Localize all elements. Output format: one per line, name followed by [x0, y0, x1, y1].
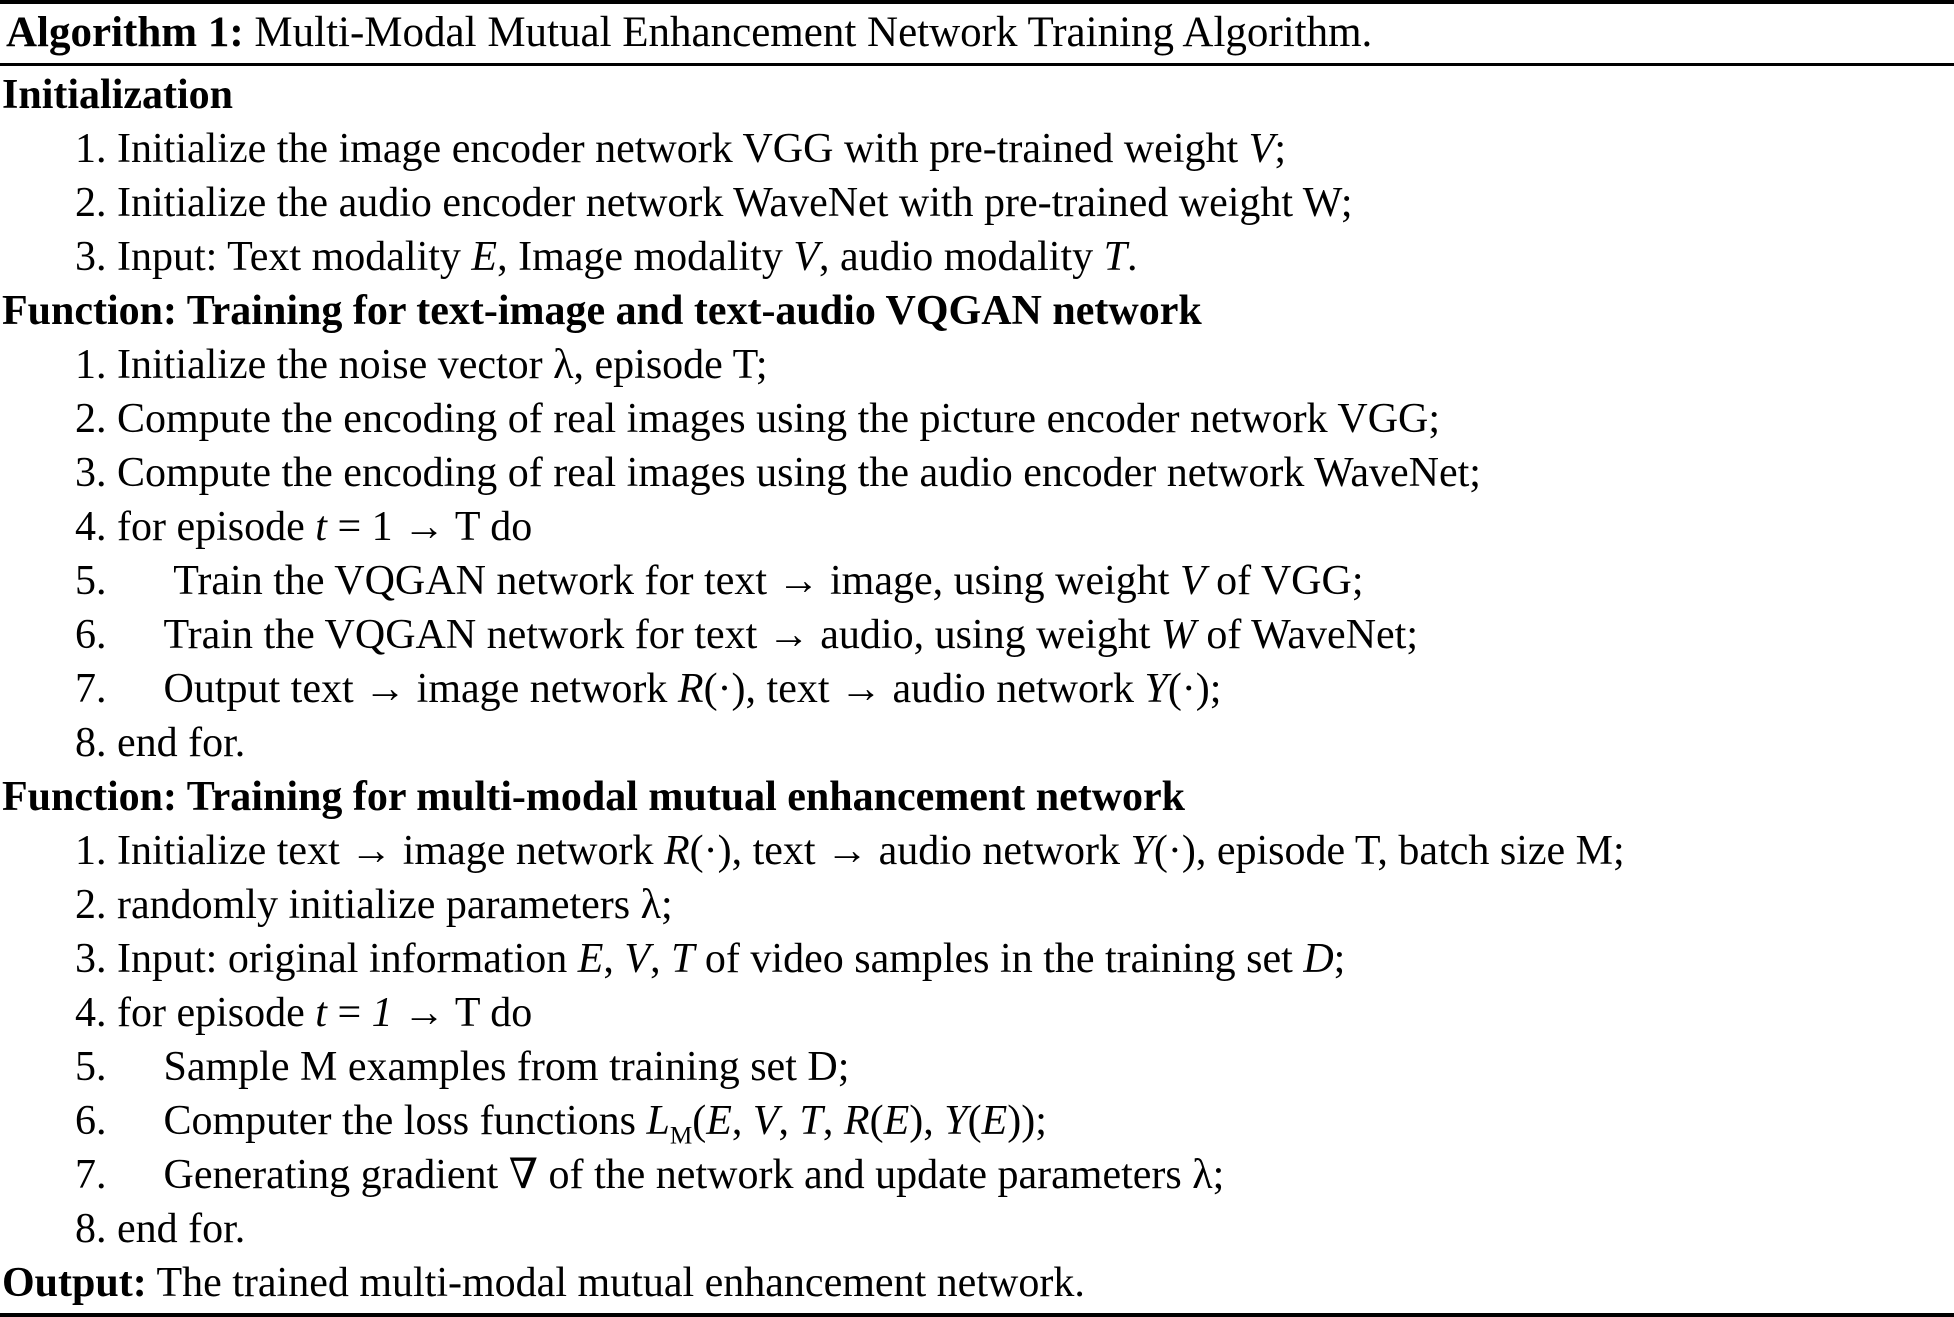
text-segment: R	[677, 666, 704, 712]
text-segment: ,	[822, 1098, 844, 1144]
text-segment: Y	[1144, 666, 1168, 712]
text-segment: Y	[944, 1098, 968, 1144]
algorithm-step	[75, 932, 1946, 986]
algorithm-step	[75, 1202, 1946, 1256]
text-segment: V	[752, 1098, 779, 1144]
algorithm-step	[75, 824, 1946, 878]
text-segment: t	[315, 990, 327, 1036]
algorithm-step	[75, 608, 1946, 662]
algorithm-title	[0, 4, 1954, 66]
text-segment: (·), text → audio network	[689, 828, 1131, 874]
text-segment: Output:	[2, 1260, 147, 1306]
text-segment: (·), episode T, batch size M;	[1153, 828, 1625, 874]
algorithm-step	[75, 662, 1946, 716]
text-segment: V	[1179, 558, 1206, 604]
section-heading	[2, 1256, 1946, 1310]
algorithm-step	[75, 554, 1946, 608]
text-segment: → T do	[392, 990, 533, 1036]
text-segment: V	[1248, 126, 1275, 172]
text-segment: t	[315, 504, 327, 550]
text-segment: Computer the loss functions	[163, 1098, 647, 1144]
text-segment: 8. end for.	[75, 1206, 246, 1252]
algorithm-step	[75, 878, 1946, 932]
text-segment: of video samples in the training set	[694, 936, 1304, 982]
text-segment: .	[1127, 234, 1138, 280]
text-segment: =	[326, 990, 372, 1036]
algorithm-step	[75, 986, 1946, 1040]
text-segment: 4. for episode	[75, 504, 316, 550]
text-segment: R	[843, 1098, 870, 1144]
text-segment: 6.	[75, 612, 107, 658]
text-segment: E	[577, 936, 604, 982]
text-segment: E	[471, 234, 498, 280]
text-segment: 7.	[75, 1152, 107, 1198]
text-segment: Generating gradient ∇ of the network and update parameters λ;	[163, 1152, 1225, 1198]
text-segment: 1. Initialize the image encoder network VGG with pre-trained weight	[75, 126, 1249, 172]
text-segment: The trained multi-modal mutual enhancement network.	[146, 1260, 1085, 1306]
text-segment: 5.	[75, 558, 107, 604]
text-segment: E	[981, 1098, 1008, 1144]
algorithm-step	[75, 1148, 1946, 1202]
text-segment: Train the VQGAN network for text → image, using weight	[163, 558, 1180, 604]
text-segment: ,	[650, 936, 672, 982]
text-segment: T	[1103, 234, 1127, 280]
algorithm-step	[75, 446, 1946, 500]
text-segment: ),	[909, 1098, 945, 1144]
algorithm-step	[75, 500, 1946, 554]
text-segment: (	[967, 1098, 982, 1144]
algorithm-step	[75, 230, 1946, 284]
section-heading	[2, 68, 1946, 122]
text-segment: 7.	[75, 666, 107, 712]
text-segment: 3. Input: Text modality	[75, 234, 472, 280]
text-segment: (	[869, 1098, 884, 1144]
text-segment: of WaveNet;	[1195, 612, 1419, 658]
text-segment: ,	[731, 1098, 753, 1144]
section-heading	[2, 770, 1946, 824]
text-segment: 1. Initialize text → image network	[75, 828, 664, 874]
text-segment: W	[1160, 612, 1196, 658]
text-segment: , Image modality	[497, 234, 794, 280]
text-segment: 6.	[75, 1098, 107, 1144]
text-segment: R	[663, 828, 690, 874]
text-segment: 4. for episode	[75, 990, 316, 1036]
text-segment: ,	[778, 1098, 800, 1144]
text-segment: 1	[371, 990, 393, 1036]
algorithm-body	[0, 66, 1954, 1314]
text-segment: M	[669, 1122, 693, 1150]
text-segment: Train the VQGAN network for text → audio, using weight	[163, 612, 1161, 658]
text-segment: ,	[603, 936, 625, 982]
text-segment: 1. Initialize the noise vector λ, episode T;	[75, 342, 768, 388]
text-segment: , audio modality	[819, 234, 1104, 280]
algorithm-step	[75, 1094, 1946, 1148]
text-segment: of VGG;	[1205, 558, 1364, 604]
text-segment: T	[671, 936, 695, 982]
algorithm-step	[75, 1040, 1946, 1094]
algorithm-step	[75, 176, 1946, 230]
text-segment: Function: Training for text-image and text-audio VQGAN network	[2, 288, 1202, 334]
text-segment: E	[706, 1098, 732, 1144]
text-segment: L	[646, 1098, 670, 1144]
algorithm-step	[75, 338, 1946, 392]
text-segment: ;	[1333, 936, 1346, 982]
text-segment: Output text → image network	[163, 666, 678, 712]
text-segment: V	[793, 234, 819, 280]
text-segment: Sample M examples from training set D;	[163, 1044, 850, 1090]
text-segment: ));	[1007, 1098, 1047, 1144]
algorithm-step	[75, 392, 1946, 446]
section-heading	[2, 284, 1946, 338]
text-segment: (·);	[1167, 666, 1222, 712]
text-segment: E	[883, 1098, 910, 1144]
text-segment: (·), text → audio network	[703, 666, 1145, 712]
text-segment: 3. Compute the encoding of real images using the audio encoder network WaveNet;	[75, 450, 1481, 496]
algorithm-step	[75, 122, 1946, 176]
text-segment: 3. Input: original information	[75, 936, 578, 982]
text-segment: 8. end for.	[75, 720, 246, 766]
text-segment: Y	[1130, 828, 1154, 874]
text-segment: V	[624, 936, 651, 982]
text-segment: 5.	[75, 1044, 107, 1090]
text-segment: D	[1303, 936, 1334, 982]
text-segment: Initialization	[2, 72, 234, 118]
text-segment: 2. Compute the encoding of real images using the picture encoder network VGG;	[75, 396, 1441, 442]
text-segment: Algorithm 1:	[6, 9, 244, 56]
text-segment: Multi-Modal Mutual Enhancement Network Training Algorithm.	[243, 9, 1373, 56]
text-segment: (	[692, 1098, 707, 1144]
text-segment: Function: Training for multi-modal mutual enhancement network	[2, 774, 1186, 820]
text-segment: = 1 → T do	[326, 504, 533, 550]
text-segment: 2. Initialize the audio encoder network WaveNet with pre-trained weight W;	[75, 180, 1353, 226]
text-segment: T	[799, 1098, 823, 1144]
text-segment: ;	[1274, 126, 1286, 172]
text-segment: 2. randomly initialize parameters λ;	[75, 882, 673, 928]
algorithm-step	[75, 716, 1946, 770]
